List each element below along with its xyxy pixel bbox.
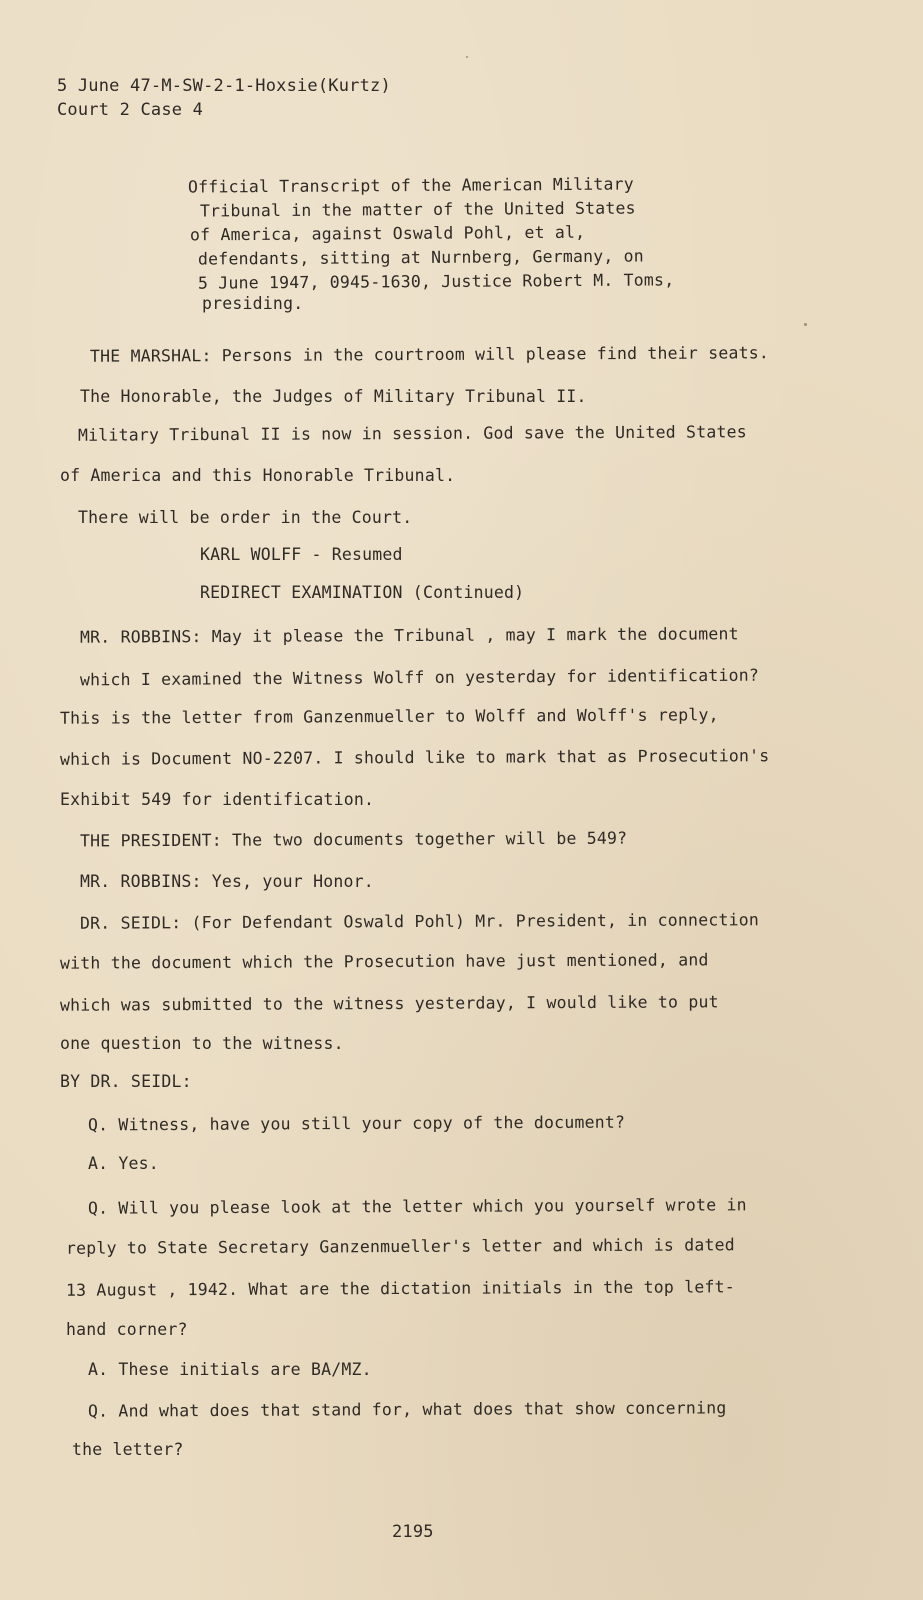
body-line: THE PRESIDENT: The two documents together will be 549? — [79, 828, 628, 851]
body-line: BY DR. SEIDL: — [60, 1072, 192, 1091]
body-line: 13 August , 1942. What are the dictation initials in the top left- — [65, 1277, 735, 1300]
body-line: There will be order in the Court. — [78, 508, 413, 527]
body-line: which is Document NO-2207. I should like to mark that as Prosecution's — [59, 746, 770, 769]
body-line: which I examined the Witness Wolff on yesterday for identification? — [79, 665, 760, 690]
body-line: with the document which the Prosecution have just mentioned, and — [59, 950, 709, 973]
body-line: which was submitted to the witness yesterday, I would like to put — [59, 992, 719, 1015]
body-line: The Honorable, the Judges of Military Tribunal II. — [80, 387, 587, 406]
intro-line: of America, against Oswald Pohl, et al, — [189, 222, 586, 245]
body-line: THE MARSHAL: Persons in the courtroom will please find their seats. — [89, 343, 770, 366]
body-line: hand corner? — [66, 1320, 188, 1339]
examination-heading: REDIRECT EXAMINATION (Continued) — [200, 583, 525, 602]
page-number: 2195 — [392, 1522, 434, 1542]
intro-line: presiding. — [202, 294, 304, 313]
witness-heading: KARL WOLFF - Resumed — [200, 545, 403, 564]
question-line: Q. Will you please look at the letter which you yourself wrote in — [87, 1195, 747, 1218]
header-court-case: Court 2 Case 4 — [57, 100, 204, 120]
intro-line: 5 June 1947, 0945-1630, Justice Robert M. Toms, — [197, 270, 675, 293]
intro-line: defendants, sitting at Nurnberg, Germany, on — [197, 246, 644, 269]
intro-line: Official Transcript of the American Military — [187, 174, 634, 197]
body-line: Exhibit 549 for identification. — [60, 790, 375, 809]
body-line: reply to State Secretary Ganzenmueller's letter and which is dated — [65, 1235, 735, 1258]
body-line: This is the letter from Ganzenmueller to Wolff and Wolff's reply, — [59, 705, 719, 728]
body-line: Military Tribunal II is now in session. God save the United States — [77, 422, 747, 445]
body-line: the letter? — [72, 1440, 184, 1459]
paper-speck — [466, 56, 468, 58]
paper-speck — [804, 323, 807, 326]
header-reference: 5 June 47-M-SW-2-1-Hoxsie(Kurtz) — [57, 76, 391, 96]
body-line: MR. ROBBINS: Yes, your Honor. — [80, 872, 374, 891]
question-line: Q. And what does that stand for, what does that show concerning — [87, 1398, 727, 1421]
body-line: of America and this Honorable Tribunal. — [60, 466, 456, 485]
answer-line: A. These initials are BA/MZ. — [88, 1360, 372, 1379]
body-line: DR. SEIDL: (For Defendant Oswald Pohl) Mr. President, in connection — [79, 910, 760, 933]
intro-line: Tribunal in the matter of the United States — [199, 198, 636, 221]
body-line: MR. ROBBINS: May it please the Tribunal , may I mark the document — [79, 624, 739, 647]
body-line: one question to the witness. — [60, 1034, 344, 1053]
question-line: Q. Witness, have you still your copy of the document? — [87, 1112, 626, 1135]
answer-line: A. Yes. — [88, 1154, 159, 1173]
